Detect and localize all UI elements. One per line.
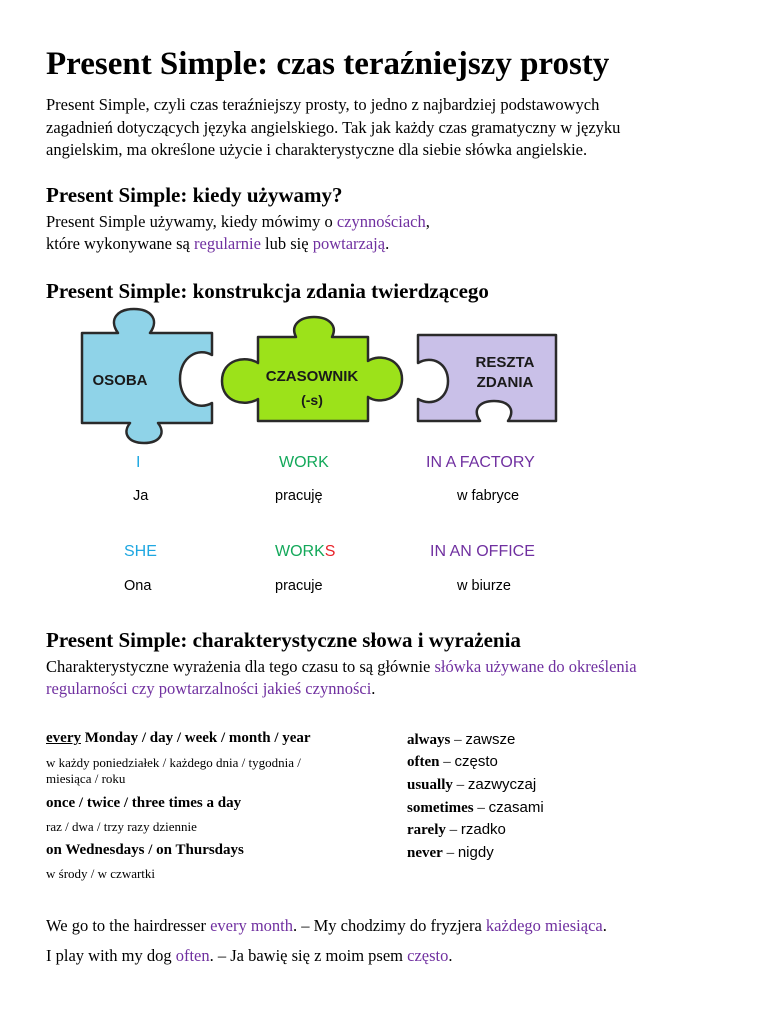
frequency-item [407, 729, 515, 752]
dash: – [473, 800, 489, 816]
text: Charakterystyczne wyrażenia dla tego czasu to są głównie [46, 657, 435, 676]
heading-words: Present Simple: charakterystyczne słowa i wyrażenia [46, 628, 521, 652]
highlight: often [175, 946, 210, 965]
expression-on-translation: w środy / w czwartki [46, 866, 156, 881]
every-word: every [46, 730, 81, 746]
every-rest: Monday / day / week / month / year [80, 730, 311, 746]
puzzle-label-osoba: OSOBA [92, 372, 148, 389]
verb-base: WORK [279, 454, 329, 471]
dash: – [452, 777, 468, 793]
intro-line: angielskim, ma określone użycie i charakterystyczne dla siebie słówka angielskie. [46, 140, 588, 159]
frequency-pl: nigdy [457, 844, 494, 861]
highlight: często [407, 946, 449, 965]
intro-line: Present Simple, czyli czas teraźniejszy prosty, to jedno z najbardziej podstawowych [46, 95, 600, 114]
dash: – [439, 754, 455, 770]
highlight: powtarzają [312, 234, 386, 253]
expression-every-translation: w każdy poniedziałek / każdego dnia / tygodnia / [46, 755, 301, 770]
example-sentence [46, 945, 452, 967]
frequency-pl: czasami [488, 799, 544, 816]
example-subject: I [136, 454, 141, 471]
when-line-1 [46, 211, 430, 233]
text: . [602, 916, 607, 935]
frequency-en: always [407, 732, 451, 748]
frequency-en: rarely [407, 822, 446, 838]
expression-every [46, 729, 311, 748]
verb-base: WORK [275, 543, 325, 560]
frequency-item [407, 774, 536, 797]
text: I play with my dog [46, 946, 176, 965]
text: We go to the hairdresser [46, 916, 211, 935]
highlight: regularnie [194, 234, 261, 253]
puzzle-label-zdania: ZDANIA [476, 374, 534, 391]
example-sentence [46, 915, 607, 937]
dash: – [450, 732, 466, 748]
puzzle-diagram [0, 305, 768, 455]
expression-on: on Wednesdays / on Thursdays [46, 842, 244, 858]
text: . – My chodzimy do fryzjera [293, 916, 486, 935]
text: . [448, 946, 453, 965]
expression-every-translation: miesiąca / roku [46, 771, 126, 786]
text: które wykonywane są [46, 234, 195, 253]
frequency-pl: zawsze [465, 731, 516, 748]
expression-once-translation: raz / dwa / trzy razy dziennie [46, 819, 197, 834]
example-subject-translation: Ona [124, 578, 152, 594]
frequency-en: usually [407, 777, 453, 793]
dash: – [442, 845, 458, 861]
heading-when: Present Simple: kiedy używamy? [46, 183, 343, 207]
text: . – Ja bawię się z moim psem [209, 946, 408, 965]
highlight: słówka używane do określenia [434, 657, 637, 676]
puzzle-label-s: (-s) [301, 392, 323, 408]
frequency-en: never [407, 845, 443, 861]
text: . [371, 679, 376, 698]
text: Present Simple używamy, kiedy mówimy o [46, 212, 337, 231]
example-rest: IN A FACTORY [426, 454, 535, 471]
words-line-2 [46, 678, 375, 700]
puzzle-label-reszta: RESZTA [475, 354, 535, 371]
frequency-item [407, 819, 506, 842]
intro-paragraph [46, 94, 736, 162]
example-rest-translation: w fabryce [457, 488, 520, 504]
frequency-en: often [407, 754, 440, 770]
when-line-2 [46, 233, 389, 255]
frequency-pl: zazwyczaj [467, 776, 537, 793]
example-rest-translation: w biurze [457, 578, 511, 594]
example-subject: SHE [124, 543, 157, 560]
expression-once: once / twice / three times a day [46, 795, 242, 811]
highlight: regularności czy powtarzalności jakieś czynności [46, 679, 372, 698]
highlight: every month [210, 916, 294, 935]
frequency-item [407, 797, 544, 820]
text: . [385, 234, 390, 253]
puzzle-label-czasownik: CZASOWNIK [265, 368, 359, 385]
example-verb [275, 542, 335, 562]
highlight: każdego miesiąca [485, 916, 603, 935]
example-verb-translation: pracuje [275, 578, 323, 594]
text: lub się [260, 234, 313, 253]
words-line-1 [46, 656, 637, 678]
frequency-item [407, 842, 494, 865]
intro-line: zagadnień dotyczących języka angielskiego. Tak jak każdy czas gramatyczny w języku [46, 117, 621, 137]
frequency-item [407, 751, 498, 774]
example-verb [279, 453, 329, 473]
frequency-en: sometimes [407, 800, 474, 816]
example-rest: IN AN OFFICE [430, 543, 535, 560]
page-title: Present Simple: czas teraźniejszy prosty [46, 46, 610, 82]
frequency-pl: często [454, 753, 498, 770]
frequency-pl: rzadko [460, 821, 506, 838]
heading-construction: Present Simple: konstrukcja zdania twierdzącego [46, 279, 489, 303]
example-subject-translation: Ja [133, 488, 149, 504]
text: , [425, 212, 430, 231]
highlight: czynnościach [336, 212, 426, 231]
example-verb-translation: pracuję [275, 488, 323, 504]
dash: – [445, 822, 461, 838]
verb-suffix: S [324, 543, 336, 560]
